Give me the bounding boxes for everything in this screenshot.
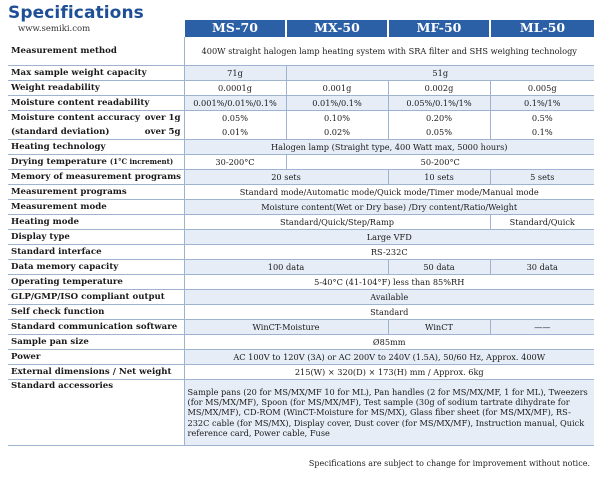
- column-header-row: [8, 20, 594, 37]
- table-row: [8, 350, 594, 365]
- row-value: 5-40°C (41-104°F) less than 85%RH: [184, 275, 594, 290]
- row-label: Display type: [8, 230, 184, 245]
- table-row: [8, 365, 594, 380]
- cell-ml50: 0.5%: [490, 111, 594, 126]
- row-value: Ø85mm: [184, 335, 594, 350]
- row-value: Large VFD: [184, 230, 594, 245]
- cell-ml50: Standard/Quick: [490, 215, 594, 230]
- row-label: Data memory capacity: [8, 260, 184, 275]
- row-value: Standard: [184, 305, 594, 320]
- cell-other-models: 51g: [286, 66, 594, 81]
- cell-ms70-mx50: 100 data: [184, 260, 388, 275]
- table-row: [8, 335, 594, 350]
- row-value: Halogen lamp (Straight type, 400 Watt max, 5000 hours): [184, 140, 594, 155]
- row-label: Heating technology: [8, 140, 184, 155]
- cell-ms70: 0.05%: [184, 111, 286, 126]
- cell-ms70: 0.0001g: [184, 81, 286, 96]
- row-label: (standard deviation) over 5g: [8, 125, 184, 140]
- table-row: [8, 81, 594, 96]
- table-row: [8, 37, 594, 66]
- table-row: [8, 66, 594, 81]
- footer-note: Specifications are subject to change for improvement without notice.: [308, 459, 590, 468]
- table-row: [8, 305, 594, 320]
- cell-mf50: 0.20%: [388, 111, 490, 126]
- table-row: [8, 111, 594, 126]
- row-label: Drying temperature (1°C increment): [8, 155, 184, 170]
- table-row: [8, 320, 594, 335]
- cell-mf50: 0.002g: [388, 81, 490, 96]
- row-value: 215(W) × 320(D) × 173(H) mm / Approx. 6kg: [184, 365, 594, 380]
- row-value: Moisture content(Wet or Dry base) /Dry content/Ratio/Weight: [184, 200, 594, 215]
- row-value: AC 100V to 120V (3A) or AC 200V to 240V (1.5A), 50/60 Hz, Approx. 400W: [184, 350, 594, 365]
- table-row: [8, 230, 594, 245]
- row-value: Sample pans (20 for MS/MX/MF 10 for ML), Pan handles (2 for MS/MX/MF, 1 for ML), Tweezers (for MS/MX/MF), Spoon (for MS/MX/MF), Test sample (30g of sodium tartrate dihydrate for MS/MX/MF), CD-ROM (WinCT-Moisture for MS/MX), Glass fiber sheet (for MS/MX/MF), RS-232C cable (for MS/MX), Display cover, Dust cover (for MS/MX/MF), Instruction manual, Quick reference card, Power cable, Fuse: [184, 380, 594, 446]
- cell-ml50: ——: [490, 320, 594, 335]
- cell-ml50: 0.1%: [490, 125, 594, 140]
- website-url: www.semiki.com: [18, 24, 91, 34]
- row-label: Self check function: [8, 305, 184, 320]
- table-row: [8, 260, 594, 275]
- page-title: Specifications: [8, 3, 144, 23]
- table-row: [8, 170, 594, 185]
- row-label: Moisture content readability: [8, 96, 184, 111]
- row-label: Heating mode: [8, 215, 184, 230]
- cell-other-models: 50-200°C: [286, 155, 594, 170]
- cell-ms70-mx50: 20 sets: [184, 170, 388, 185]
- cell-mf50: WinCT: [388, 320, 490, 335]
- row-value: Standard mode/Automatic mode/Quick mode/Timer mode/Manual mode: [184, 185, 594, 200]
- row-label: GLP/GMP/ISO compliant output: [8, 290, 184, 305]
- cell-mx50: 0.01%/0.1%: [286, 96, 388, 111]
- table-row: [8, 140, 594, 155]
- cell-mf50: 50 data: [388, 260, 490, 275]
- row-label: Weight readability: [8, 81, 184, 96]
- table-row: [8, 275, 594, 290]
- cell-mf50: 0.05%: [388, 125, 490, 140]
- row-value: Available: [184, 290, 594, 305]
- cell-mx50: 0.10%: [286, 111, 388, 126]
- table-row: [8, 125, 594, 140]
- table-row: [8, 96, 594, 111]
- row-label: Standard communication software: [8, 320, 184, 335]
- cell-mx50: 0.001g: [286, 81, 388, 96]
- cell-ms70: 0.01%: [184, 125, 286, 140]
- row-label: Measurement method: [8, 37, 184, 66]
- table-row: [8, 290, 594, 305]
- row-label: Measurement mode: [8, 200, 184, 215]
- cell-ms70: 0.001%/0.01%/0.1%: [184, 96, 286, 111]
- cell-mx50: 0.02%: [286, 125, 388, 140]
- row-value: 400W straight halogen lamp heating system with SRA filter and SHS weighing technology: [184, 37, 594, 66]
- cell-ml50: 5 sets: [490, 170, 594, 185]
- table-row: [8, 245, 594, 260]
- row-label: Moisture content accuracy over 1g: [11, 112, 181, 123]
- column-ms70: MS-70: [184, 20, 286, 37]
- column-mx50: MX-50: [286, 20, 388, 37]
- column-ml50: ML-50: [490, 20, 594, 37]
- cell-ms70: 71g: [184, 66, 286, 81]
- cell-ms70-mx50: WinCT-Moisture: [184, 320, 388, 335]
- row-label: Operating temperature: [8, 275, 184, 290]
- cell-ms70: 30-200°C: [184, 155, 286, 170]
- cell-mf50: 0.05%/0.1%/1%: [388, 96, 490, 111]
- row-label: Standard accessories: [8, 380, 184, 446]
- row-label: Measurement programs: [8, 185, 184, 200]
- column-mf50: MF-50: [388, 20, 490, 37]
- row-value: RS-232C: [184, 245, 594, 260]
- table-row: [8, 200, 594, 215]
- row-label: Sample pan size: [8, 335, 184, 350]
- table-row: [8, 380, 594, 446]
- row-label: Memory of measurement programs: [8, 170, 184, 185]
- row-label: External dimensions / Net weight: [8, 365, 184, 380]
- table-row: [8, 155, 594, 170]
- cell-ml50: 0.005g: [490, 81, 594, 96]
- cell-ml50: 0.1%/1%: [490, 96, 594, 111]
- row-label: Standard interface: [8, 245, 184, 260]
- spec-table: [8, 20, 594, 446]
- table-row: [8, 215, 594, 230]
- cell-ms70-mx50-mf50: Standard/Quick/Step/Ramp: [184, 215, 490, 230]
- row-label: Max sample weight capacity: [8, 66, 184, 81]
- row-label: Power: [8, 350, 184, 365]
- table-row: [8, 185, 594, 200]
- cell-ml50: 30 data: [490, 260, 594, 275]
- cell-mf50: 10 sets: [388, 170, 490, 185]
